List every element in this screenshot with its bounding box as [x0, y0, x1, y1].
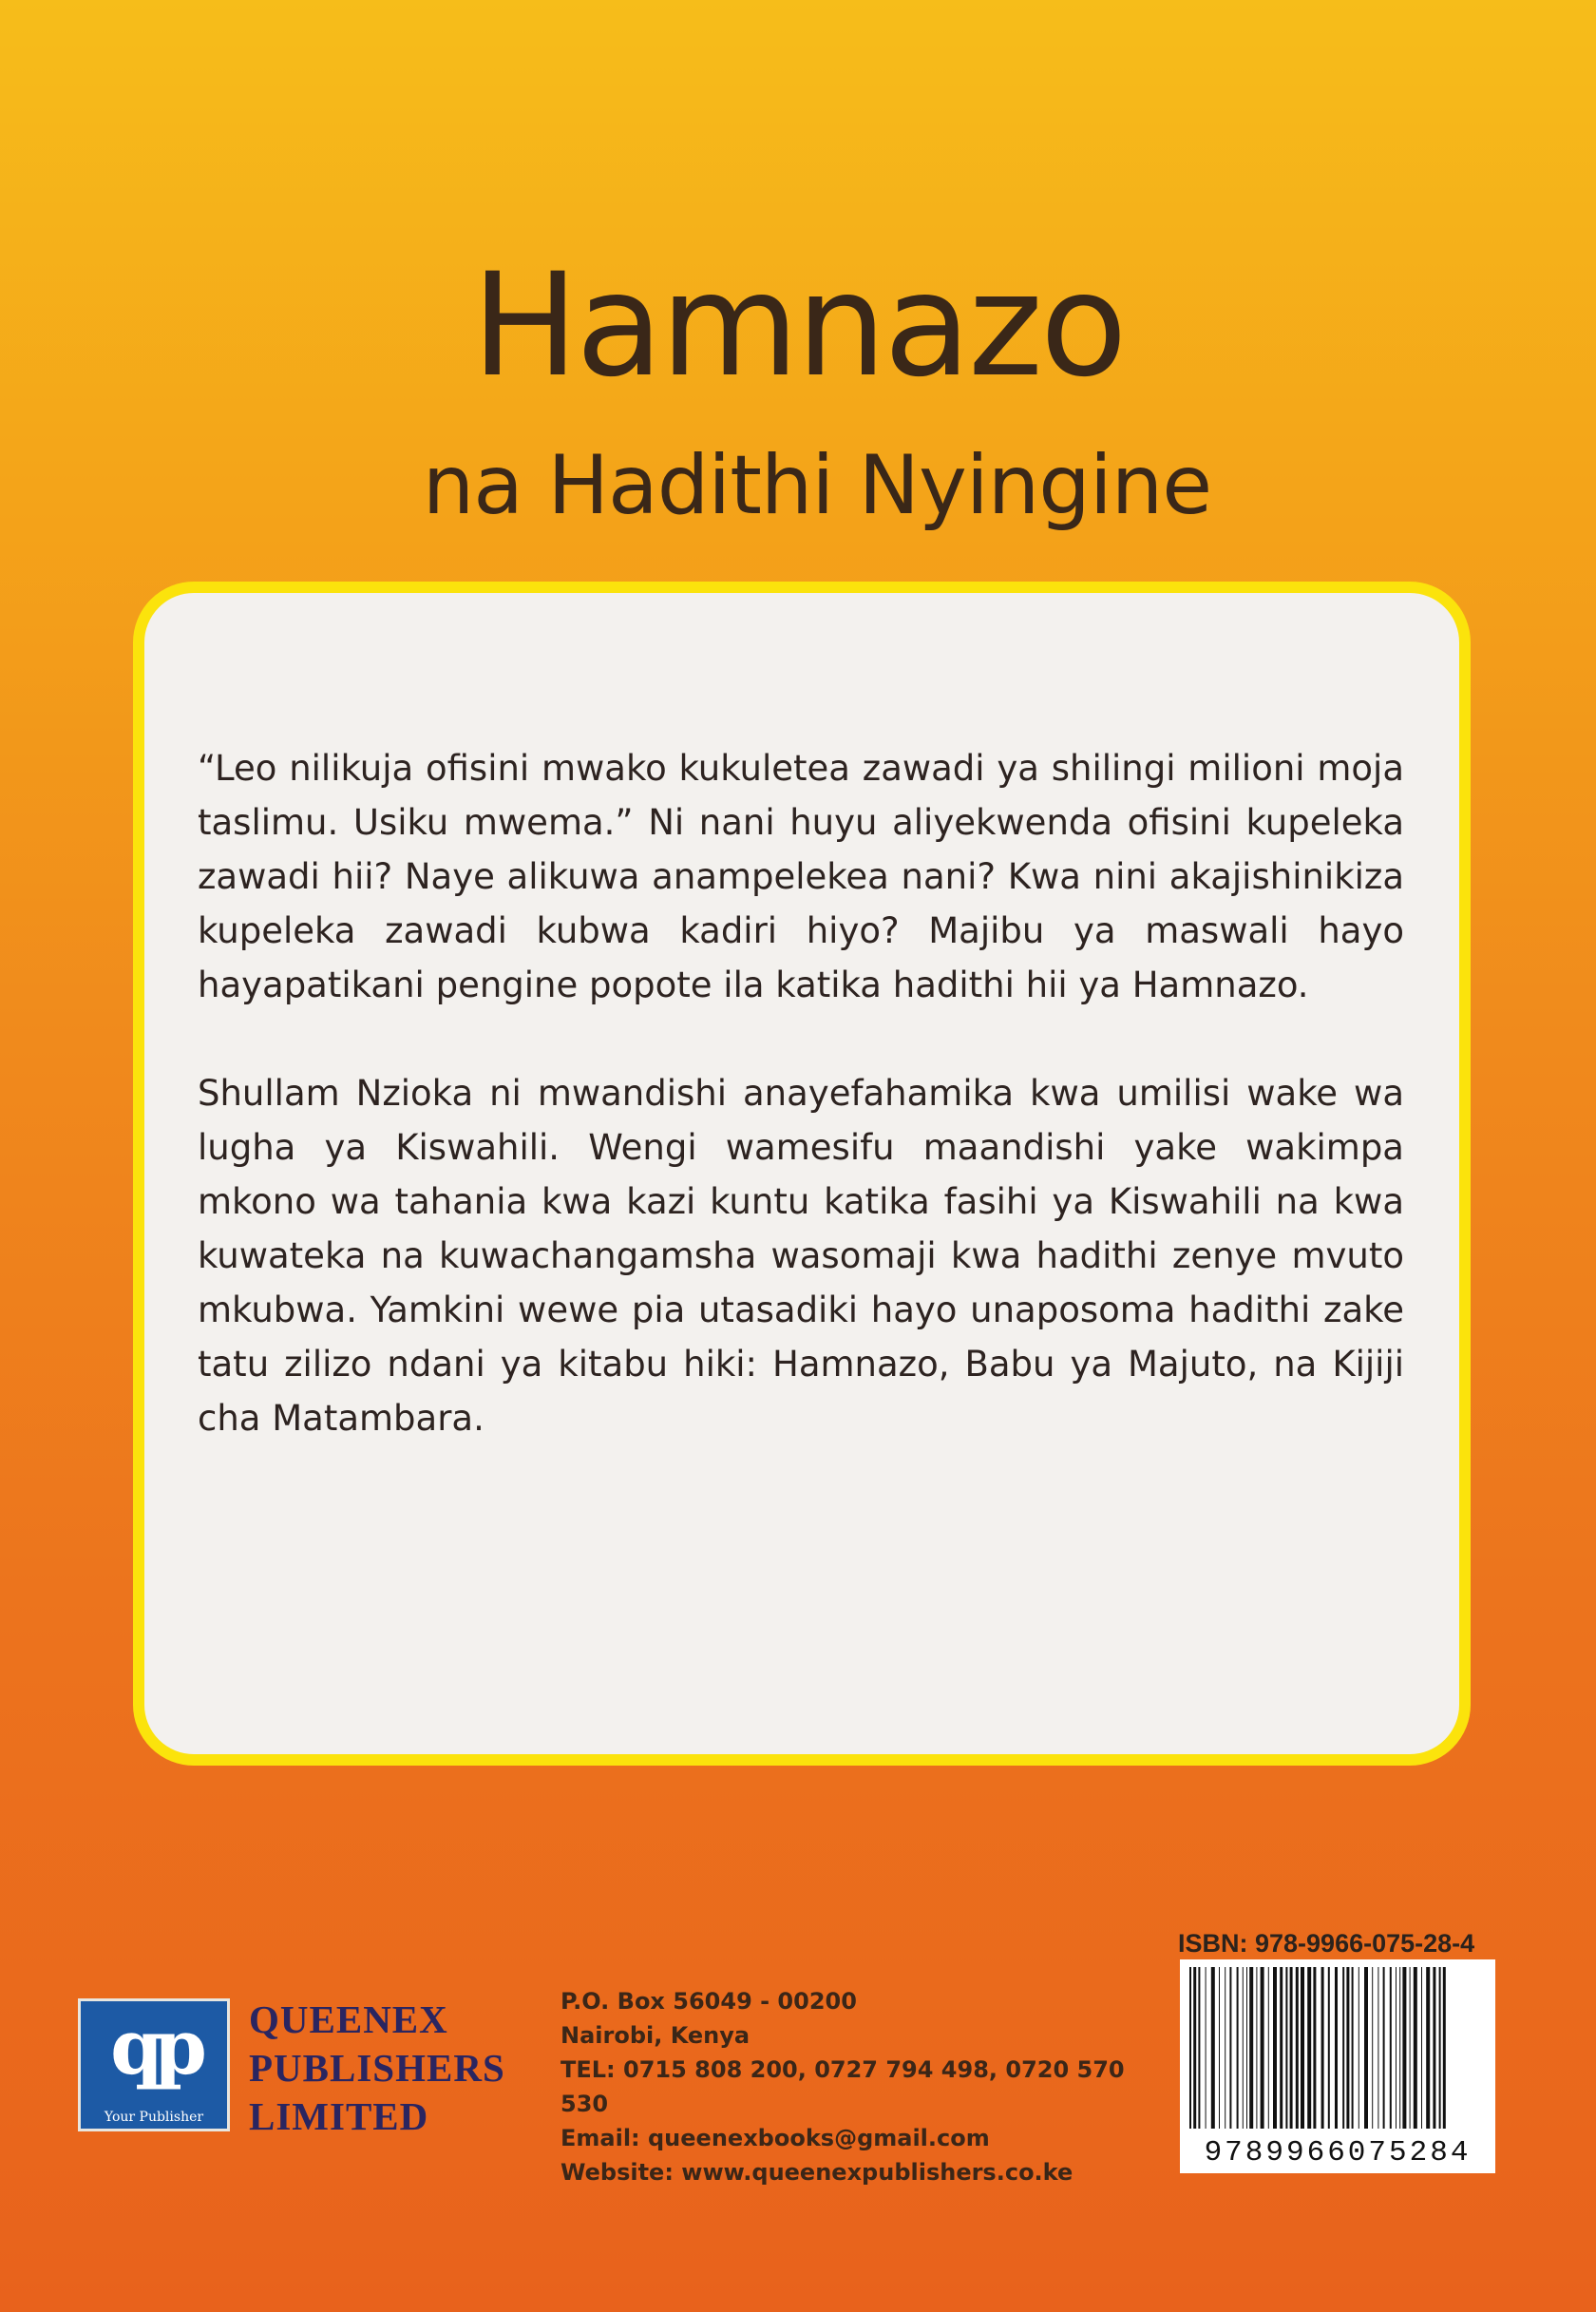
barcode-bar — [1402, 1967, 1406, 2129]
address-line-2: Nairobi, Kenya — [560, 2022, 750, 2049]
barcode-bar — [1273, 1967, 1277, 2129]
barcode-bar — [1439, 1967, 1441, 2129]
barcode-bar — [1410, 1967, 1411, 2129]
barcode-bar — [1414, 1967, 1417, 2129]
barcode-bar — [1321, 1967, 1324, 2129]
barcode-bar — [1335, 1967, 1338, 2129]
barcode-bar — [1364, 1967, 1368, 2129]
barcode-bar — [1219, 1967, 1220, 2129]
barcode-bar — [1225, 1967, 1226, 2129]
barcode-bar — [1346, 1967, 1349, 2129]
publisher-name — [249, 1996, 553, 2141]
blurb-text — [198, 741, 1404, 1500]
barcode-bar — [1383, 1967, 1385, 2129]
barcode-bar — [1421, 1967, 1422, 2129]
barcode-bar — [1313, 1967, 1316, 2129]
logo-mark: qp — [110, 2002, 198, 2092]
barcode-bar — [1198, 1967, 1200, 2129]
barcode-bar — [1328, 1967, 1330, 2129]
blurb-paragraph-2: Shullam Nzioka ni mwandishi anayefahamika kwa umilisi wake wa lugha ya Kiswahili. Wengi wamesifu maandishi yake wakimpa mkono wa tahania kwa kazi kuntu katika fasihi ya Kiswahili na kwa kuwateka na kuwachangamsha wasomaji kwa hadithi zenye mvuto mkubwa. Yamkini wewe pia utasadiki hayo unaposoma hadithi zake tatu zilizo ndani ya kitabu hiki: Hamnazo, Babu ya Majuto, na Kijiji cha Matambara. — [198, 1073, 1404, 1439]
barcode-bar — [1280, 1967, 1282, 2129]
blurb-paragraph-1: “Leo nilikuja ofisini mwako kukuletea zawadi ya shilingi milioni moja taslimu. Usiku mwema.” Ni nani huyu aliyekwenda ofisini kupeleka zawadi hii? Naye alikuwa anampelekea nani? Kwa nini akajishinikiza kupeleka zawadi kubwa kadiri hiyo? Majibu ya maswali hayo hayapatikani pengine popote ila katika hadithi hii ya Hamnazo. — [198, 748, 1404, 1005]
publisher-name-line-2: PUBLISHERS — [249, 2046, 505, 2090]
barcode-bar — [1189, 1967, 1191, 2129]
publisher-logo — [78, 1998, 230, 2131]
barcode-bar — [1249, 1967, 1253, 2129]
barcode-bar — [1352, 1967, 1354, 2129]
barcode-bar — [1443, 1967, 1446, 2129]
barcode-bar — [1268, 1967, 1269, 2129]
barcode-bar — [1211, 1967, 1215, 2129]
barcode-bar — [1243, 1967, 1244, 2129]
barcode-bar — [1296, 1967, 1299, 2129]
barcode-bar — [1246, 1967, 1247, 2129]
barcode-bar — [1229, 1967, 1231, 2129]
telephone-line: TEL: 0715 808 200, 0727 794 498, 0720 570 530 — [560, 2056, 1125, 2117]
barcode-bar — [1285, 1967, 1287, 2129]
isbn-label: ISBN: 978-9966-075-28-4 — [1178, 1929, 1475, 1958]
publisher-contact — [560, 1984, 1168, 2189]
barcode-bar — [1193, 1967, 1196, 2129]
barcode-bar — [1358, 1967, 1359, 2129]
book-subtitle: na Hadithi Nyingine — [422, 438, 1212, 533]
barcode-digits: 9789966075284 — [1204, 2136, 1472, 2169]
barcode-bar — [1256, 1967, 1257, 2129]
email-line: Email: queenexbooks@gmail.com — [560, 2125, 990, 2151]
address-line-1: P.O. Box 56049 - 00200 — [560, 1988, 857, 2015]
barcode-bar — [1290, 1967, 1293, 2129]
website-line: Website: www.queenexpublishers.co.ke — [560, 2159, 1074, 2186]
barcode-bar — [1261, 1967, 1264, 2129]
barcode-bar — [1390, 1967, 1392, 2129]
barcode-bar — [1399, 1967, 1400, 2129]
logo-tagline: Your Publisher — [104, 2110, 204, 2125]
barcode-bar — [1372, 1967, 1373, 2129]
publisher-name-line-1: QUEENEX — [249, 1997, 448, 2041]
barcode-bar — [1342, 1967, 1344, 2129]
barcode-bar — [1237, 1967, 1239, 2129]
barcode — [1180, 1959, 1495, 2173]
barcode-bar — [1426, 1967, 1430, 2129]
barcode-bars — [1188, 1967, 1488, 2129]
barcode-bar — [1301, 1967, 1304, 2129]
publisher-name-line-3: LIMITED — [249, 2094, 429, 2138]
barcode-bar — [1307, 1967, 1311, 2129]
book-title: Hamnazo — [471, 243, 1125, 409]
barcode-bar — [1433, 1967, 1435, 2129]
